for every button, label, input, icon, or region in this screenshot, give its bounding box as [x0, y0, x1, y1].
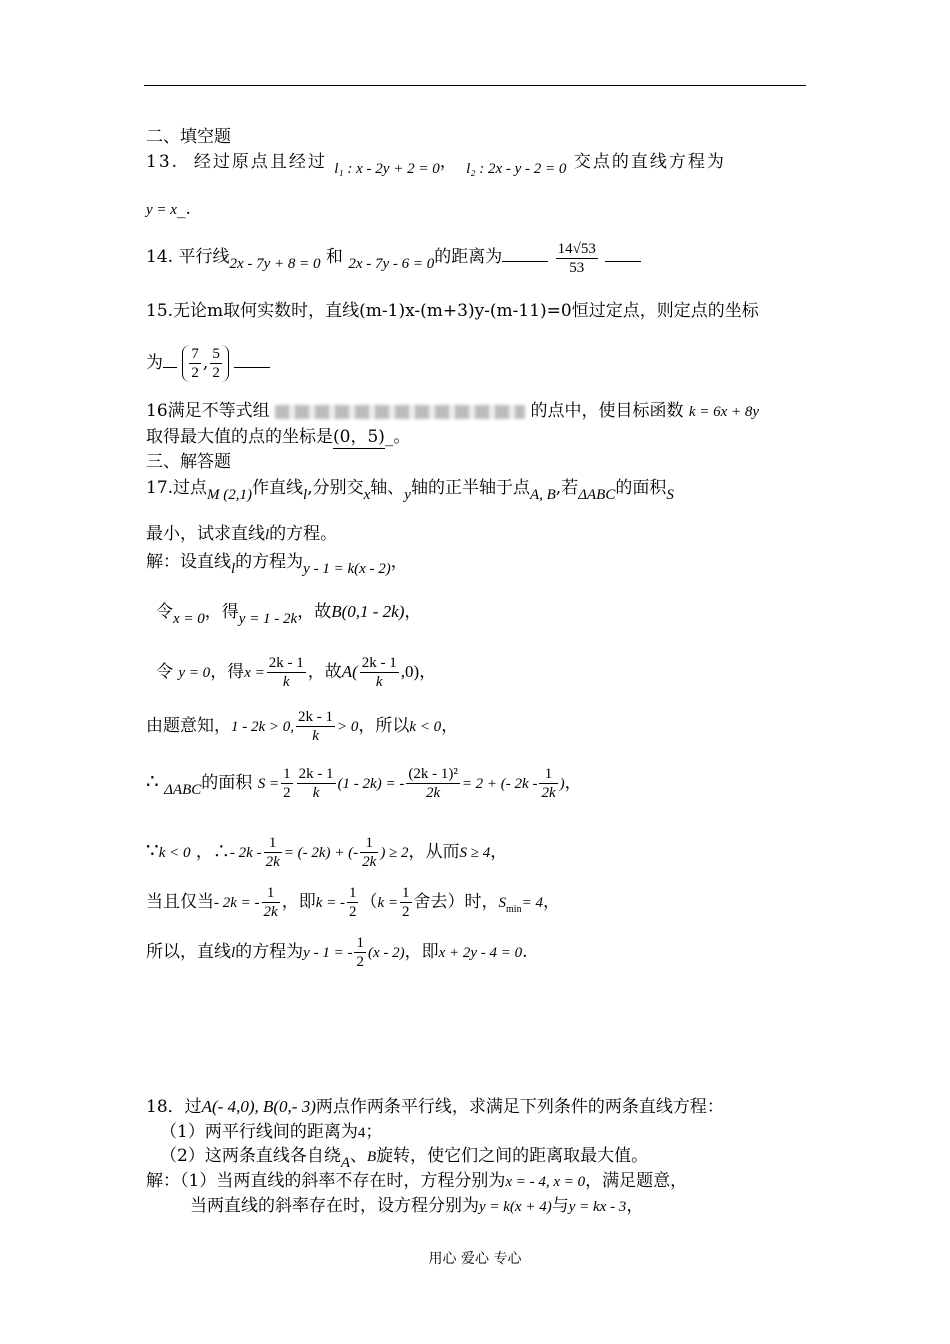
- s3-fden: k: [282, 674, 290, 690]
- q17-l2: 最小，试求直线: [146, 524, 265, 544]
- q18-sol1: [146, 1170, 687, 1193]
- s5-fden: k: [312, 785, 320, 801]
- s5-hnum: 1: [283, 766, 291, 782]
- q15-prefix: 为: [146, 353, 163, 373]
- s5-b: 的面积: [201, 773, 253, 793]
- q18-c2c: 旋转，使它们之间的距离取最大值。: [376, 1146, 649, 1166]
- q17-AB: A, B: [529, 487, 556, 503]
- s4-c: ，: [441, 716, 459, 736]
- blurred-inequality-image: [275, 405, 525, 419]
- s3-b: ，得: [210, 662, 245, 682]
- s5-m3: ): [559, 776, 565, 792]
- q17-step1: [146, 551, 408, 577]
- q14-and: 和: [325, 247, 343, 267]
- s1-eq: y - 1 = k(x - 2): [303, 561, 391, 577]
- q17-b: 作直线: [252, 478, 304, 498]
- q15-a-num: 7: [191, 346, 199, 362]
- s3-A2: ,0): [400, 662, 420, 681]
- s6-c: ，从而: [408, 842, 460, 862]
- q18-c2b: 、: [350, 1146, 367, 1166]
- q13-text2: 交点的直线方程为: [573, 152, 726, 172]
- q16-line2: [146, 426, 410, 449]
- s7-m1: - 2k = -: [214, 895, 260, 911]
- q13-line: [146, 151, 726, 177]
- q16-answer: (0，5): [333, 427, 385, 447]
- q16-text2: 的点中，使目标函数: [530, 401, 684, 421]
- s1-b: 的方程为: [235, 552, 304, 572]
- q16-prefix: 16满足不等式组: [146, 401, 270, 421]
- q17-x: x: [363, 487, 371, 503]
- q16-end: _。: [384, 427, 411, 447]
- q14-ans-num: 14√53: [557, 241, 596, 257]
- s4-fnum: 2k - 1: [298, 709, 334, 725]
- s2-B: B(0,1 - 2k): [331, 602, 405, 621]
- q17-l-b: l: [265, 527, 270, 543]
- s5-tri: ΔABC: [164, 782, 202, 798]
- q16-line2-text: 取得最大值的点的坐标是: [146, 427, 333, 447]
- s6-onum2: 1: [360, 834, 378, 853]
- s8-m2: (x - 2): [367, 945, 405, 961]
- s7-hden: 2: [348, 904, 357, 920]
- page-footer: 用心 爱心 专心: [428, 1251, 522, 1267]
- q15-b-den: 2: [212, 365, 220, 381]
- s6-m1: k < 0: [158, 845, 191, 861]
- s5-m1: (1 - 2k) = -: [337, 776, 405, 792]
- q15-line2: [146, 345, 270, 382]
- s7-a: 当且仅当: [146, 892, 214, 912]
- s7-m2: k = -: [315, 895, 345, 911]
- section-answer-title: 三、解答题: [146, 452, 231, 472]
- s3-y0: y = 0: [178, 665, 211, 681]
- s8-hnum: 1: [356, 935, 364, 951]
- q17-M: M (2,1): [207, 487, 253, 503]
- s8-c: ，即: [404, 942, 439, 962]
- s1-c: ，: [390, 552, 408, 572]
- q17-line2: [146, 523, 337, 546]
- s4-fden: k: [312, 728, 319, 744]
- q13-text: 经过原点且经过: [193, 152, 327, 172]
- q17-tri: ΔABC: [578, 487, 616, 503]
- q17-step5: [146, 765, 582, 802]
- s5-sqden: 2k: [425, 785, 441, 801]
- q13-end: _.: [176, 199, 191, 219]
- q16-func: k = 6x + 8y: [688, 404, 760, 420]
- s8-m1: y - 1 = -: [303, 945, 353, 961]
- q18-cond2: [160, 1145, 649, 1171]
- q18-c1: （1）两平行线间的距离为: [160, 1122, 358, 1142]
- q18-c2a: （2）这两条直线各自绕: [160, 1146, 341, 1166]
- s7-min: min: [506, 904, 522, 915]
- q18-c1m: 4: [357, 1125, 366, 1141]
- s7-m3: k =: [377, 895, 399, 911]
- s5-c: ，: [564, 773, 582, 793]
- s6-tkden: 2k: [265, 854, 280, 870]
- s6-b: ，∴: [195, 842, 230, 862]
- q18-s2m2: y = kx - 3: [568, 1199, 627, 1215]
- q17-f: ,若: [555, 478, 579, 498]
- q14-line: [146, 238, 641, 277]
- q17-l2b: 的方程。: [269, 524, 338, 544]
- s4-m1: 1 - 2k > 0,: [231, 719, 295, 735]
- q18-s1b: ，满足题意，: [585, 1171, 688, 1191]
- s7-hden2: 2: [402, 904, 410, 920]
- q13-num: 13.: [146, 152, 180, 172]
- q15-a-den: 2: [191, 365, 199, 381]
- q15-b-num: 5: [212, 346, 220, 362]
- q18-s2b: 与: [551, 1196, 569, 1216]
- q17-g: 的面积: [615, 478, 667, 498]
- q18-b: 两点作两条平行线，求满足下列条件的两条直线方程：: [315, 1097, 724, 1117]
- s1-l: l: [231, 561, 236, 577]
- s6-m2: - 2k -: [229, 845, 262, 861]
- s6-m5: S ≥ 4: [459, 845, 491, 861]
- header-rule: [144, 85, 806, 86]
- s7-m4: S: [498, 895, 507, 911]
- s5-therefore: ∴: [146, 769, 159, 793]
- s5-hden: 2: [283, 785, 291, 801]
- q15-answer: $\frac{7}{2}$ , $\frac{5}{2}$: [182, 345, 228, 382]
- s2-y: y = 1 - 2k: [238, 611, 298, 627]
- q15-line1: 15.无论m取何实数时，直线(m-1)x-(m+3)y-(m-11)=0恒过定点，则定点的坐标: [146, 301, 759, 321]
- q14-eq1: 2x - 7y + 8 = 0: [229, 256, 321, 272]
- q13-comma: ，: [439, 152, 459, 172]
- q18-s2a: 当两直线的斜率存在时，设方程分别为: [190, 1196, 479, 1216]
- s5-m2: = 2 + (- 2k -: [461, 776, 538, 792]
- q17-S: S: [666, 487, 674, 503]
- q18-s2c: ，: [626, 1196, 644, 1216]
- q18-m1: A(- 4,0), B(0,- 3): [201, 1097, 316, 1116]
- s8-l: l: [231, 945, 236, 961]
- section-fill-title: 二、填空题: [146, 127, 231, 147]
- s8-b: 的方程为: [235, 942, 304, 962]
- q17-step8: [146, 934, 528, 971]
- s7-c: （: [360, 892, 378, 912]
- s3-d: ，: [419, 662, 437, 682]
- q14-eq2: 2x - 7y - 6 = 0: [348, 256, 435, 272]
- q17-line1: [146, 477, 674, 503]
- s4-a: 由题意知，: [146, 716, 231, 736]
- s3-a: 令: [156, 662, 173, 682]
- q18-cond1: [160, 1121, 382, 1144]
- s5-onum: 1: [539, 765, 557, 784]
- q18-sol2: [190, 1195, 643, 1218]
- q17-a: 17.过点: [146, 478, 208, 498]
- q17-l: l: [303, 487, 308, 503]
- s8-a: 所以，直线: [146, 942, 231, 962]
- q13-answer-line: [146, 198, 191, 221]
- q18-s1a: 解：（1）当两直线的斜率不存在时，方程分别为: [146, 1171, 506, 1191]
- s3-x: x =: [244, 665, 265, 681]
- q14-ans-den: 53: [569, 260, 585, 276]
- q18-line1: [146, 1096, 724, 1118]
- s4-b: ，所以: [358, 716, 410, 736]
- q18-c2A: A: [340, 1155, 350, 1171]
- q17-step3: [156, 654, 436, 691]
- s6-d: ，: [490, 842, 508, 862]
- s7-d: 舍去）时，: [413, 892, 499, 912]
- s3-A: A(: [341, 662, 358, 681]
- s6-m3: = (- 2k) + (-: [283, 845, 359, 861]
- q14-text: 14. 平行线: [146, 247, 230, 267]
- q17-d: 轴、: [370, 478, 405, 498]
- s2-a: 令: [156, 602, 173, 622]
- s7-hnum: 1: [348, 885, 357, 901]
- q16-line1: [146, 400, 759, 423]
- s6-tkden2: 2k: [362, 854, 377, 870]
- s3-fnum2: 2k - 1: [361, 655, 397, 671]
- s3-fnum: 2k - 1: [268, 655, 304, 671]
- q14-text2: 的距离为: [434, 247, 503, 267]
- q17-step6: [146, 834, 507, 871]
- s4-m2: > 0: [337, 719, 359, 735]
- s7-m5: = 4: [521, 895, 543, 911]
- q18-s1m: x = - 4, x = 0: [505, 1174, 586, 1190]
- s2-b: ，得: [204, 602, 239, 622]
- s5-sqnum: (2k - 1)²: [408, 766, 458, 782]
- s5-S: S =: [257, 776, 280, 792]
- s8-d: .: [522, 942, 528, 962]
- q17-y: y: [404, 487, 411, 503]
- q17-c: ,分别交: [307, 478, 364, 498]
- s7-b: ，即: [281, 892, 316, 912]
- s2-d: ，: [404, 602, 422, 622]
- q17-e: 轴的正半轴于点: [410, 478, 530, 498]
- s5-tkden: 2k: [541, 785, 556, 801]
- s8-hden: 2: [356, 954, 364, 970]
- s2-x0: x = 0: [173, 611, 205, 627]
- q18-c1e: ；: [365, 1122, 383, 1142]
- s4-m3: k < 0: [409, 719, 442, 735]
- s2-c: ，故: [297, 602, 332, 622]
- s3-c: ，故: [307, 662, 342, 682]
- s6-m4: ) ≥ 2: [380, 845, 409, 861]
- s6-because: ∵: [146, 838, 159, 862]
- s7-onum: 1: [262, 884, 280, 903]
- q18-a: 18．过: [146, 1097, 202, 1117]
- q13-l2: l₂ : 2x - y - 2 = 0: [466, 161, 567, 177]
- s5-fnum: 2k - 1: [298, 766, 334, 782]
- s7-e: ，: [542, 892, 560, 912]
- q13-l1: l₁ : x - 2y + 2 = 0: [334, 161, 440, 177]
- s7-hnum2: 1: [402, 885, 410, 901]
- s7-tkden: 2k: [263, 904, 278, 920]
- q17-step4: [146, 708, 458, 745]
- q18-s2m1: y = k(x + 4): [479, 1199, 552, 1215]
- s6-onum: 1: [264, 834, 282, 853]
- q18-c2B: B: [367, 1149, 377, 1165]
- s8-m3: x + 2y - 4 = 0: [438, 945, 523, 961]
- s3-fden2: k: [375, 674, 383, 690]
- s1-a: 解：设直线: [146, 552, 231, 572]
- q17-step2: [156, 601, 422, 627]
- q17-step7: [146, 884, 560, 921]
- q13-answer: y = x: [146, 202, 177, 218]
